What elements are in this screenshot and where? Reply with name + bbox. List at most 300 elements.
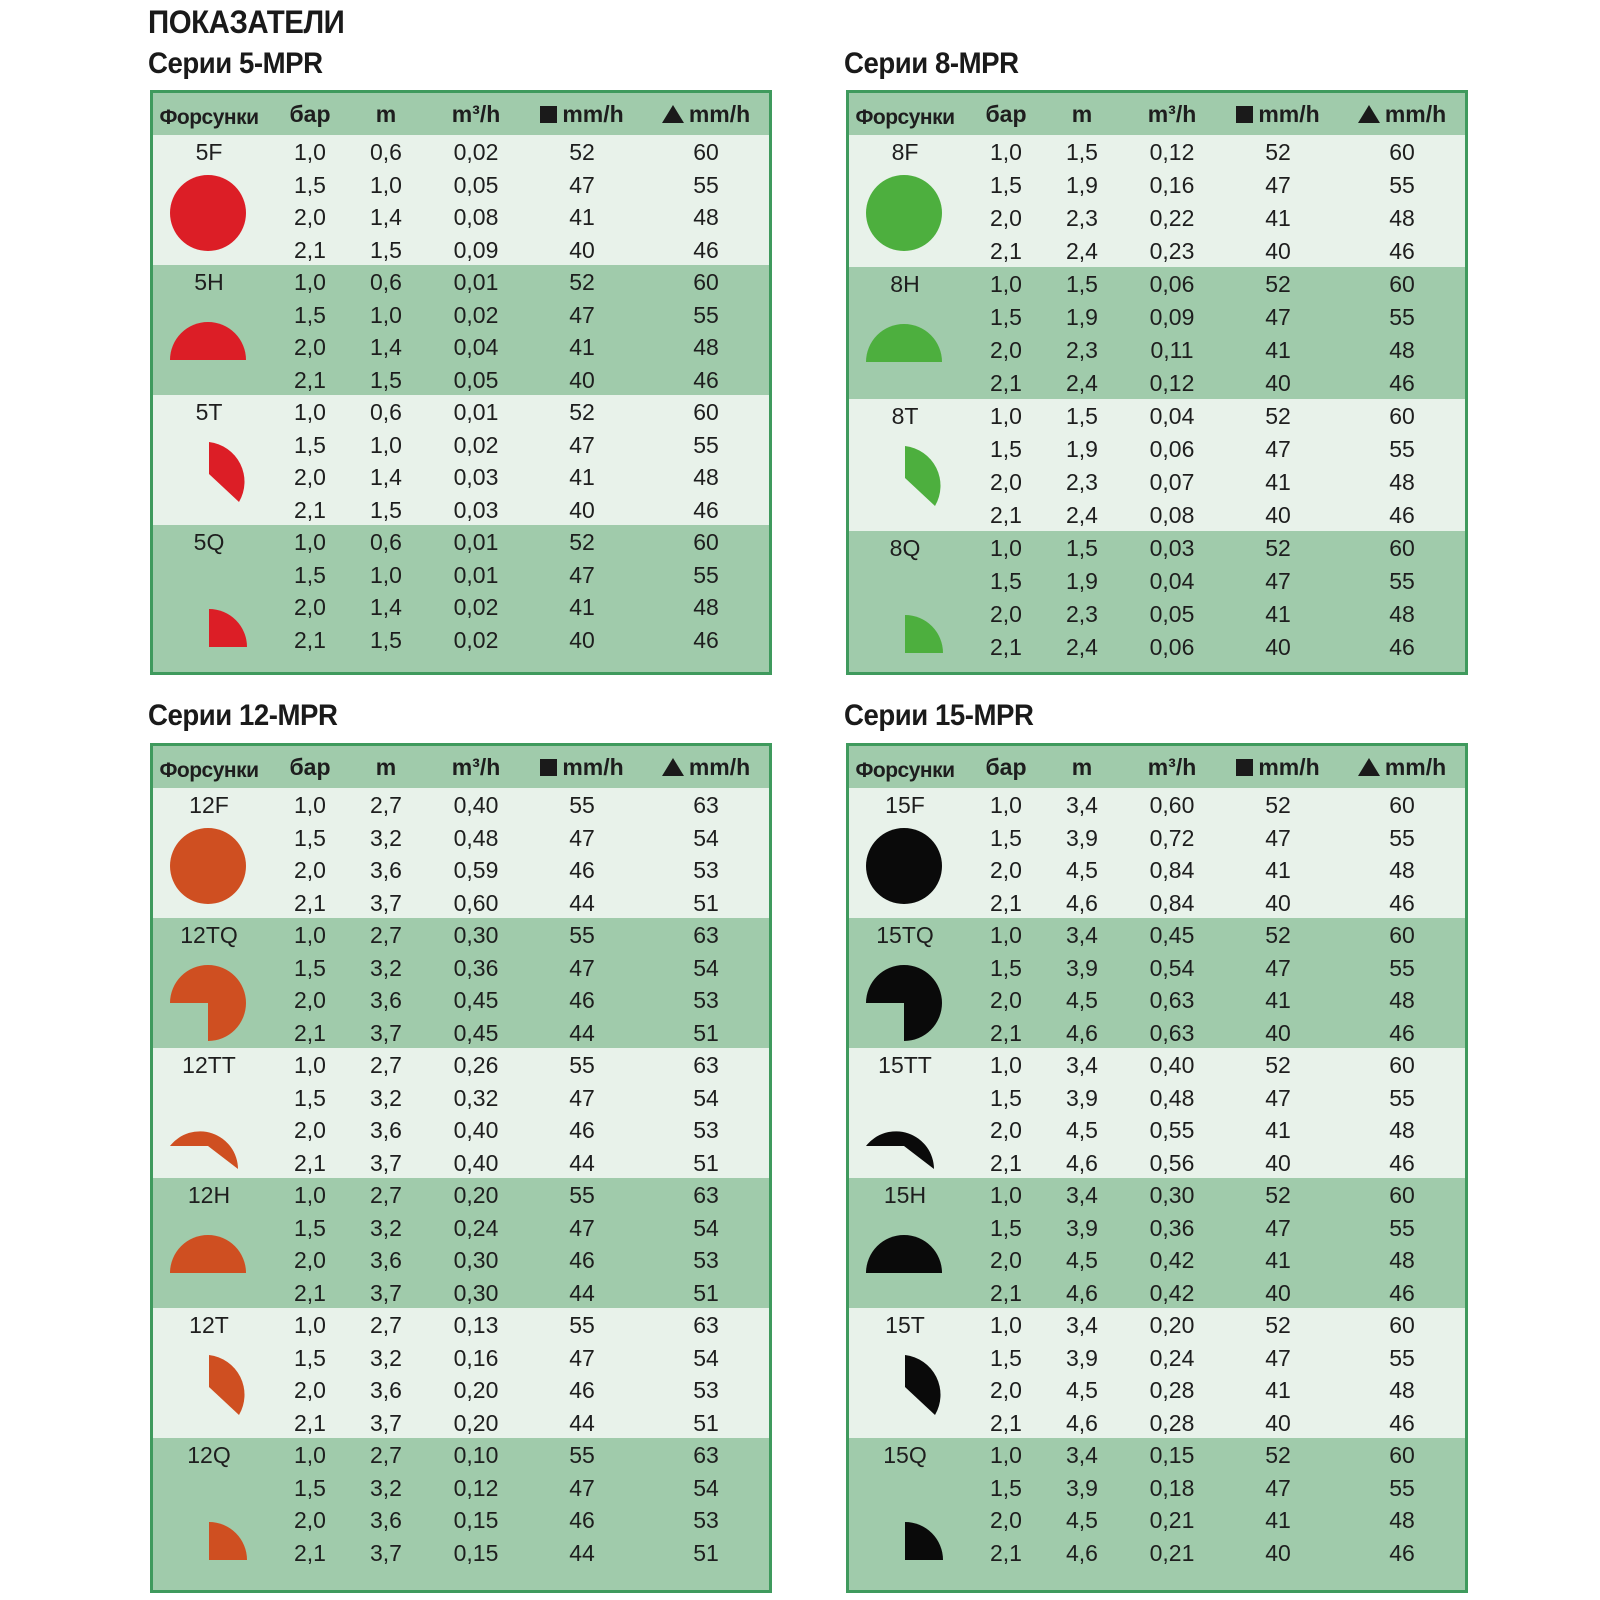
- square-rate-cell: 40: [569, 236, 595, 263]
- radius-cell: 4,5: [1066, 1507, 1098, 1533]
- flow-cell: 0,05: [453, 171, 499, 198]
- flow-cell: 0,45: [453, 987, 499, 1013]
- nozzle-label: 15T: [885, 1312, 925, 1338]
- pressure-cell: 2,0: [294, 334, 326, 360]
- nozzle-label: 15H: [883, 1182, 927, 1208]
- triangle-rate-cell: 63: [693, 922, 719, 948]
- flow-cell: 0,18: [1149, 1474, 1195, 1501]
- pressure-cell: 1,0: [990, 403, 1022, 429]
- col-header-square-rate: [1217, 99, 1339, 129]
- radius-cell: 1,4: [370, 594, 402, 620]
- triangle-rate-cell: 60: [1389, 139, 1415, 165]
- col-header-square-label: mm/h: [1258, 101, 1320, 127]
- col-header-bar: бар: [985, 101, 1027, 127]
- square-rate-cell: 41: [1265, 987, 1291, 1013]
- nozzle-group: [849, 135, 1465, 267]
- square-rate-cell: 40: [1265, 889, 1291, 916]
- triangle-rate-cell: 55: [1389, 1474, 1415, 1501]
- col-header-triangle-rate: [641, 99, 771, 129]
- nozzle-label: 15Q: [883, 1442, 927, 1468]
- pressure-cell: 2,1: [294, 1279, 326, 1306]
- col-header-flow: m³/h: [451, 754, 501, 780]
- radius-cell: 3,2: [370, 1474, 402, 1501]
- square-rate-cell: 47: [1265, 824, 1291, 851]
- triangle-rate-cell: 63: [693, 792, 719, 818]
- pressure-cell: 2,0: [294, 464, 326, 490]
- nozzle-group: [849, 267, 1465, 399]
- radius-cell: 3,6: [370, 1377, 402, 1403]
- square-rate-cell: 52: [1265, 535, 1291, 561]
- radius-cell: 4,5: [1066, 1247, 1098, 1273]
- square-rate-cell: 44: [569, 1019, 595, 1046]
- flow-cell: 0,03: [1149, 535, 1195, 561]
- square-rate-cell: 44: [569, 1149, 595, 1176]
- triangle-rate-cell: 54: [693, 1214, 719, 1241]
- pressure-cell: 1,5: [294, 171, 326, 198]
- square-rate-cell: 47: [1265, 304, 1291, 330]
- col-header-square-rate: [1217, 752, 1339, 782]
- triangle-rate-cell: 60: [693, 399, 719, 425]
- radius-cell: 3,7: [370, 1019, 402, 1046]
- nozzle-group: [153, 1308, 769, 1438]
- triangle-rate-cell: 53: [693, 857, 719, 883]
- flow-cell: 0,36: [1149, 1214, 1195, 1241]
- square-rate-cell: 46: [569, 987, 595, 1013]
- radius-cell: 0,6: [370, 139, 402, 165]
- triangle-rate-cell: 48: [693, 594, 719, 620]
- nozzle-label: 12TQ: [180, 922, 238, 948]
- radius-cell: 4,6: [1066, 1019, 1098, 1046]
- radius-cell: 2,3: [1066, 601, 1098, 627]
- radius-cell: 1,9: [1066, 568, 1098, 594]
- table-header-row: [153, 93, 769, 135]
- radius-cell: 3,6: [370, 857, 402, 883]
- nozzle-label: 12F: [189, 792, 229, 818]
- spray-pattern-full-icon: [168, 173, 248, 258]
- nozzle-label: 8H: [890, 271, 920, 297]
- square-rate-cell: 40: [1265, 634, 1291, 660]
- square-rate-cell: 55: [569, 1442, 595, 1468]
- col-header-radius: m: [375, 101, 397, 127]
- triangle-rate-cell: 48: [1389, 857, 1415, 883]
- square-rate-cell: 40: [1265, 1149, 1291, 1176]
- flow-cell: 0,06: [1149, 634, 1195, 660]
- col-header-nozzle: Форсунки: [159, 759, 259, 782]
- radius-cell: 1,0: [370, 561, 402, 588]
- pressure-cell: 1,5: [294, 301, 326, 328]
- pressure-cell: 1,5: [990, 954, 1022, 981]
- pressure-cell: 2,0: [990, 469, 1022, 495]
- triangle-rate-cell: 53: [693, 1507, 719, 1533]
- flow-cell: 0,06: [1149, 436, 1195, 462]
- nozzle-group: [849, 531, 1465, 663]
- spray-pattern-half-icon: [168, 1233, 248, 1280]
- triangle-rate-cell: 60: [1389, 792, 1415, 818]
- radius-cell: 3,4: [1066, 1182, 1098, 1208]
- pressure-cell: 2,0: [294, 594, 326, 620]
- flow-cell: 0,21: [1149, 1539, 1195, 1566]
- pressure-cell: 1,0: [294, 399, 326, 425]
- radius-cell: 4,5: [1066, 857, 1098, 883]
- triangle-rate-cell: 46: [693, 626, 719, 653]
- col-header-square-label: mm/h: [562, 754, 624, 780]
- square-rate-cell: 52: [569, 139, 595, 165]
- triangle-rate-cell: 46: [1389, 1409, 1415, 1436]
- triangle-rate-cell: 55: [1389, 1084, 1415, 1111]
- nozzle-label: 12TT: [182, 1052, 236, 1078]
- col-header-nozzle: Форсунки: [855, 759, 955, 782]
- nozzle-label: 15TQ: [876, 922, 934, 948]
- flow-cell: 0,40: [453, 1149, 499, 1176]
- nozzle-group: [153, 135, 769, 265]
- triangle-rate-cell: 48: [1389, 987, 1415, 1013]
- pressure-cell: 2,1: [294, 626, 326, 653]
- pressure-cell: 1,5: [990, 824, 1022, 851]
- square-rate-cell: 52: [1265, 922, 1291, 948]
- radius-cell: 3,4: [1066, 922, 1098, 948]
- spray-pattern-full-icon: [864, 173, 944, 258]
- radius-cell: 1,4: [370, 334, 402, 360]
- square-rate-cell: 40: [569, 366, 595, 393]
- triangle-rate-cell: 63: [693, 1052, 719, 1078]
- spray-pattern-third-icon: [205, 1353, 249, 1424]
- radius-cell: 0,6: [370, 269, 402, 295]
- square-rate-cell: 47: [569, 431, 595, 458]
- square-rate-cell: 47: [569, 1474, 595, 1501]
- flow-cell: 0,20: [1149, 1312, 1195, 1338]
- pressure-cell: 1,5: [294, 1344, 326, 1371]
- flow-cell: 0,12: [453, 1474, 499, 1501]
- radius-cell: 3,9: [1066, 1474, 1098, 1501]
- radius-cell: 2,4: [1066, 370, 1098, 396]
- radius-cell: 3,6: [370, 1507, 402, 1533]
- flow-cell: 0,02: [453, 594, 499, 620]
- col-header-square-rate: [521, 752, 643, 782]
- flow-cell: 0,13: [453, 1312, 499, 1338]
- flow-cell: 0,60: [1149, 792, 1195, 818]
- triangle-rate-cell: 46: [693, 366, 719, 393]
- pressure-cell: 1,0: [990, 1052, 1022, 1078]
- flow-cell: 0,30: [453, 922, 499, 948]
- triangle-rate-cell: 55: [1389, 436, 1415, 462]
- square-rate-cell: 47: [1265, 1084, 1291, 1111]
- col-header-triangle-label: mm/h: [688, 101, 751, 127]
- triangle-rate-cell: 46: [1389, 1539, 1415, 1566]
- square-rate-cell: 47: [1265, 568, 1291, 594]
- nozzle-group: [153, 395, 769, 525]
- radius-cell: 3,2: [370, 954, 402, 981]
- square-rate-cell: 47: [569, 1344, 595, 1371]
- triangle-rate-cell: 48: [693, 204, 719, 230]
- table-8mpr: [846, 90, 1468, 675]
- square-rate-cell: 47: [569, 171, 595, 198]
- square-rate-cell: 44: [569, 1409, 595, 1436]
- square-rate-cell: 47: [569, 301, 595, 328]
- square-rate-cell: 46: [569, 857, 595, 883]
- pressure-cell: 2,0: [990, 1117, 1022, 1143]
- flow-cell: 0,01: [453, 399, 499, 425]
- nozzle-label: 12T: [189, 1312, 229, 1338]
- triangle-rate-cell: 60: [1389, 1442, 1415, 1468]
- col-header-triangle-label: mm/h: [688, 754, 751, 780]
- radius-cell: 1,5: [370, 496, 402, 523]
- nozzle-group: [849, 918, 1465, 1048]
- radius-cell: 3,2: [370, 1084, 402, 1111]
- radius-cell: 2,7: [370, 1312, 402, 1338]
- flow-cell: 0,45: [453, 1019, 499, 1046]
- flow-cell: 0,28: [1149, 1377, 1195, 1403]
- pressure-cell: 1,5: [990, 1344, 1022, 1371]
- nozzle-group: [849, 1308, 1465, 1438]
- radius-cell: 0,6: [370, 529, 402, 555]
- flow-cell: 0,01: [453, 529, 499, 555]
- square-rate-cell: 44: [569, 1279, 595, 1306]
- nozzle-label: 12H: [187, 1182, 231, 1208]
- flow-cell: 0,02: [453, 626, 499, 653]
- pressure-cell: 2,1: [294, 1149, 326, 1176]
- spray-pattern-half-icon: [864, 1233, 944, 1280]
- triangle-rate-cell: 54: [693, 1344, 719, 1371]
- radius-cell: 4,6: [1066, 889, 1098, 916]
- square-spacing-icon: [1236, 106, 1253, 123]
- square-rate-cell: 47: [1265, 954, 1291, 981]
- nozzle-group: [849, 1438, 1465, 1568]
- triangle-rate-cell: 51: [693, 889, 719, 916]
- flow-cell: 0,40: [1149, 1052, 1195, 1078]
- triangle-rate-cell: 51: [693, 1019, 719, 1046]
- radius-cell: 2,7: [370, 1052, 402, 1078]
- flow-cell: 0,54: [1149, 954, 1195, 981]
- triangle-rate-cell: 63: [693, 1442, 719, 1468]
- nozzle-group: [849, 1178, 1465, 1308]
- radius-cell: 4,6: [1066, 1409, 1098, 1436]
- radius-cell: 3,7: [370, 1149, 402, 1176]
- nozzle-label: 15F: [885, 792, 925, 818]
- pressure-cell: 2,0: [294, 1247, 326, 1273]
- pressure-cell: 2,0: [294, 1507, 326, 1533]
- spray-pattern-quarter-icon: [901, 611, 945, 660]
- flow-cell: 0,04: [1149, 568, 1195, 594]
- flow-cell: 0,04: [1149, 403, 1195, 429]
- spray-pattern-third-icon: [901, 444, 945, 515]
- pressure-cell: 1,0: [990, 139, 1022, 165]
- square-rate-cell: 40: [1265, 238, 1291, 264]
- radius-cell: 2,4: [1066, 502, 1098, 528]
- triangle-rate-cell: 55: [1389, 954, 1415, 981]
- triangle-spacing-icon: [1358, 105, 1380, 123]
- pressure-cell: 2,1: [990, 1279, 1022, 1306]
- nozzle-group: [849, 399, 1465, 531]
- flow-cell: 0,84: [1149, 889, 1195, 916]
- flow-cell: 0,45: [1149, 922, 1195, 948]
- pressure-cell: 1,5: [990, 1474, 1022, 1501]
- table-bottom-padding: [153, 655, 769, 672]
- square-rate-cell: 47: [569, 954, 595, 981]
- triangle-rate-cell: 55: [1389, 1214, 1415, 1241]
- radius-cell: 3,6: [370, 987, 402, 1013]
- pressure-cell: 2,1: [990, 1019, 1022, 1046]
- flow-cell: 0,23: [1149, 238, 1195, 264]
- pressure-cell: 1,5: [294, 561, 326, 588]
- square-rate-cell: 41: [1265, 205, 1291, 231]
- nozzle-group: [153, 1438, 769, 1568]
- flow-cell: 0,42: [1149, 1247, 1195, 1273]
- triangle-rate-cell: 60: [1389, 271, 1415, 297]
- radius-cell: 4,5: [1066, 987, 1098, 1013]
- square-rate-cell: 41: [569, 334, 595, 360]
- triangle-rate-cell: 48: [1389, 469, 1415, 495]
- triangle-rate-cell: 60: [1389, 922, 1415, 948]
- flow-cell: 0,20: [453, 1377, 499, 1403]
- spray-pattern-full-icon: [864, 826, 944, 911]
- nozzle-label: 5T: [195, 399, 223, 425]
- square-rate-cell: 55: [569, 792, 595, 818]
- nozzle-group: [849, 1048, 1465, 1178]
- pressure-cell: 2,1: [294, 236, 326, 263]
- flow-cell: 0,56: [1149, 1149, 1195, 1176]
- nozzle-label: 5F: [195, 139, 223, 165]
- flow-cell: 0,09: [453, 236, 499, 263]
- pressure-cell: 2,1: [990, 889, 1022, 916]
- pressure-cell: 1,5: [990, 568, 1022, 594]
- col-header-bar: бар: [985, 754, 1027, 780]
- table-title-12mpr: Серии 12-MPR: [148, 699, 338, 732]
- flow-cell: 0,30: [453, 1279, 499, 1306]
- col-header-flow: m³/h: [1147, 754, 1197, 780]
- pressure-cell: 2,1: [990, 502, 1022, 528]
- pressure-cell: 2,0: [294, 1117, 326, 1143]
- pressure-cell: 2,0: [294, 1377, 326, 1403]
- flow-cell: 0,02: [453, 301, 499, 328]
- flow-cell: 0,10: [453, 1442, 499, 1468]
- pressure-cell: 1,5: [294, 1474, 326, 1501]
- radius-cell: 1,5: [1066, 139, 1098, 165]
- nozzle-label: 5Q: [193, 529, 225, 555]
- pressure-cell: 1,5: [990, 436, 1022, 462]
- col-header-radius: m: [1071, 754, 1093, 780]
- flow-cell: 0,63: [1149, 987, 1195, 1013]
- nozzle-group: [153, 788, 769, 918]
- pressure-cell: 1,5: [294, 431, 326, 458]
- pressure-cell: 2,0: [294, 987, 326, 1013]
- pressure-cell: 1,0: [990, 792, 1022, 818]
- nozzle-group: [153, 1048, 769, 1178]
- radius-cell: 3,7: [370, 1409, 402, 1436]
- triangle-rate-cell: 53: [693, 1247, 719, 1273]
- spray-pattern-threequarter-icon: [864, 963, 944, 1048]
- pressure-cell: 2,0: [990, 1247, 1022, 1273]
- pressure-cell: 1,0: [294, 1052, 326, 1078]
- square-rate-cell: 47: [1265, 1214, 1291, 1241]
- flow-cell: 0,59: [453, 857, 499, 883]
- triangle-rate-cell: 60: [1389, 535, 1415, 561]
- pressure-cell: 2,0: [990, 857, 1022, 883]
- square-rate-cell: 55: [569, 1052, 595, 1078]
- triangle-rate-cell: 46: [1389, 889, 1415, 916]
- col-header-flow: m³/h: [1147, 101, 1197, 127]
- radius-cell: 3,9: [1066, 1084, 1098, 1111]
- triangle-rate-cell: 46: [1389, 634, 1415, 660]
- square-rate-cell: 52: [1265, 1442, 1291, 1468]
- triangle-rate-cell: 55: [1389, 824, 1415, 851]
- square-rate-cell: 47: [1265, 1344, 1291, 1371]
- radius-cell: 1,5: [1066, 403, 1098, 429]
- flow-cell: 0,40: [453, 792, 499, 818]
- pressure-cell: 1,5: [990, 172, 1022, 198]
- flow-cell: 0,32: [453, 1084, 499, 1111]
- flow-cell: 0,48: [453, 824, 499, 851]
- square-rate-cell: 40: [1265, 1409, 1291, 1436]
- radius-cell: 4,6: [1066, 1149, 1098, 1176]
- pressure-cell: 2,0: [990, 987, 1022, 1013]
- triangle-rate-cell: 46: [1389, 1279, 1415, 1306]
- radius-cell: 1,9: [1066, 172, 1098, 198]
- square-rate-cell: 52: [569, 269, 595, 295]
- triangle-rate-cell: 63: [693, 1182, 719, 1208]
- pressure-cell: 2,1: [294, 889, 326, 916]
- pressure-cell: 2,1: [294, 366, 326, 393]
- square-rate-cell: 46: [569, 1247, 595, 1273]
- pressure-cell: 2,1: [990, 238, 1022, 264]
- square-rate-cell: 46: [569, 1507, 595, 1533]
- spray-pattern-quarter-icon: [901, 1518, 945, 1567]
- triangle-rate-cell: 48: [1389, 337, 1415, 363]
- flow-cell: 0,20: [453, 1409, 499, 1436]
- flow-cell: 0,03: [453, 496, 499, 523]
- triangle-rate-cell: 48: [1389, 1247, 1415, 1273]
- triangle-spacing-icon: [662, 105, 684, 123]
- triangle-rate-cell: 48: [1389, 601, 1415, 627]
- square-rate-cell: 41: [569, 464, 595, 490]
- triangle-rate-cell: 60: [693, 269, 719, 295]
- flow-cell: 0,36: [453, 954, 499, 981]
- nozzle-group: [153, 525, 769, 655]
- triangle-rate-cell: 46: [1389, 1149, 1415, 1176]
- pressure-cell: 2,1: [294, 1409, 326, 1436]
- flow-cell: 0,63: [1149, 1019, 1195, 1046]
- square-rate-cell: 47: [1265, 172, 1291, 198]
- pressure-cell: 1,0: [294, 1182, 326, 1208]
- col-header-bar: бар: [289, 101, 331, 127]
- square-rate-cell: 52: [1265, 792, 1291, 818]
- triangle-rate-cell: 46: [693, 236, 719, 263]
- nozzle-group: [849, 788, 1465, 918]
- pressure-cell: 1,0: [294, 922, 326, 948]
- radius-cell: 4,6: [1066, 1539, 1098, 1566]
- radius-cell: 1,9: [1066, 436, 1098, 462]
- square-rate-cell: 47: [569, 561, 595, 588]
- nozzle-label: 5H: [194, 269, 224, 295]
- nozzle-label: 15TT: [878, 1052, 932, 1078]
- square-rate-cell: 52: [1265, 1182, 1291, 1208]
- radius-cell: 3,9: [1066, 954, 1098, 981]
- radius-cell: 2,7: [370, 922, 402, 948]
- flow-cell: 0,60: [453, 889, 499, 916]
- nozzle-label: 8T: [891, 403, 919, 429]
- square-rate-cell: 55: [569, 1182, 595, 1208]
- pressure-cell: 1,5: [294, 1084, 326, 1111]
- triangle-rate-cell: 63: [693, 1312, 719, 1338]
- radius-cell: 1,0: [370, 431, 402, 458]
- radius-cell: 3,4: [1066, 1442, 1098, 1468]
- flow-cell: 0,02: [453, 431, 499, 458]
- radius-cell: 3,7: [370, 1279, 402, 1306]
- col-header-flow: m³/h: [451, 101, 501, 127]
- radius-cell: 3,9: [1066, 824, 1098, 851]
- square-rate-cell: 55: [569, 922, 595, 948]
- table-header-row: [849, 93, 1465, 135]
- flow-cell: 0,55: [1149, 1117, 1195, 1143]
